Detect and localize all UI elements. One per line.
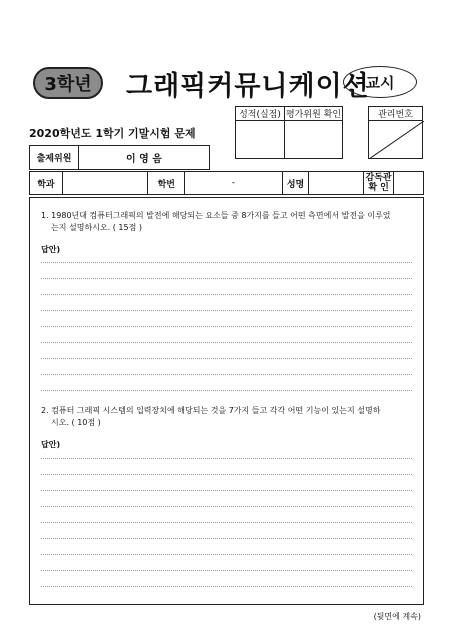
answer-line (41, 570, 412, 571)
period-oval: 교시 (343, 66, 417, 98)
supervisor-label-line1: 감독관 (365, 173, 392, 183)
admin-label: 관리번호 (369, 107, 423, 121)
answer-line (41, 390, 412, 391)
student-info-bar (29, 171, 394, 195)
diagonal-slash (369, 121, 424, 159)
question-2-line1: 2. 컴퓨터 그래픽 시스템의 입력장치에 해당되는 것을 7가지 들고 각각 어떤 기능이 있는지 설명하 (41, 406, 381, 415)
answer-line (41, 490, 412, 491)
answer-line (41, 262, 412, 263)
answer-line (41, 458, 412, 459)
grade-badge: 3학년 (33, 67, 103, 99)
question-1-line1: 1. 1980년대 컴퓨터그래픽의 발전에 해당되는 요소들 중 8가지를 들고 어떤 측면에서 발전을 이루었 (41, 211, 391, 220)
score-label: 성적(실점) (236, 107, 285, 121)
answer-line (41, 522, 412, 523)
reviewer-label: 평가위원 확인 (285, 107, 343, 121)
name-label: 성명 (283, 172, 310, 194)
examiner-box (29, 145, 210, 170)
examiner-label: 출제위원 (30, 146, 79, 170)
student-id-label: 학번 (148, 172, 185, 194)
answer-line (41, 474, 412, 475)
admin-box (368, 106, 423, 159)
department-field[interactable] (63, 172, 149, 194)
question-1-line2: 는지 설명하시오. ( 15점 ) (51, 223, 142, 232)
examiner-name: 이 영 음 (79, 146, 210, 170)
answer-line (41, 278, 412, 279)
question-2-line2: 시오. ( 10점 ) (51, 418, 101, 427)
grading-box (235, 106, 343, 159)
score-cell[interactable] (236, 121, 285, 159)
answer-line (41, 294, 412, 295)
continued-note: (뒷면에 계속) (373, 612, 421, 621)
student-id-field[interactable] (185, 172, 282, 194)
name-field[interactable] (309, 172, 364, 194)
id-separator: - (231, 178, 235, 188)
question-2 (41, 405, 415, 429)
answer-line (41, 586, 412, 587)
answer-line (41, 342, 412, 343)
subject-title: 그래픽커뮤니케이션 (126, 71, 370, 102)
answer-line (41, 310, 412, 311)
supervisor-field[interactable] (394, 171, 424, 195)
answer-frame (29, 197, 424, 605)
answer-2-label: 답안) (41, 440, 61, 449)
question-1 (41, 210, 415, 234)
answer-line (41, 358, 412, 359)
answer-line (41, 538, 412, 539)
supervisor-label-line2: 확 인 (368, 183, 389, 193)
answer-line (41, 554, 412, 555)
admin-cell[interactable] (369, 121, 423, 159)
department-label: 학과 (30, 172, 63, 194)
supervisor-label (364, 172, 393, 194)
answer-1-label: 답안) (41, 245, 61, 254)
answer-line (41, 374, 412, 375)
exam-title: 2020학년도 1학기 기말시험 문제 (29, 127, 196, 140)
answer-line (41, 506, 412, 507)
answer-line (41, 326, 412, 327)
reviewer-cell[interactable] (285, 121, 343, 159)
